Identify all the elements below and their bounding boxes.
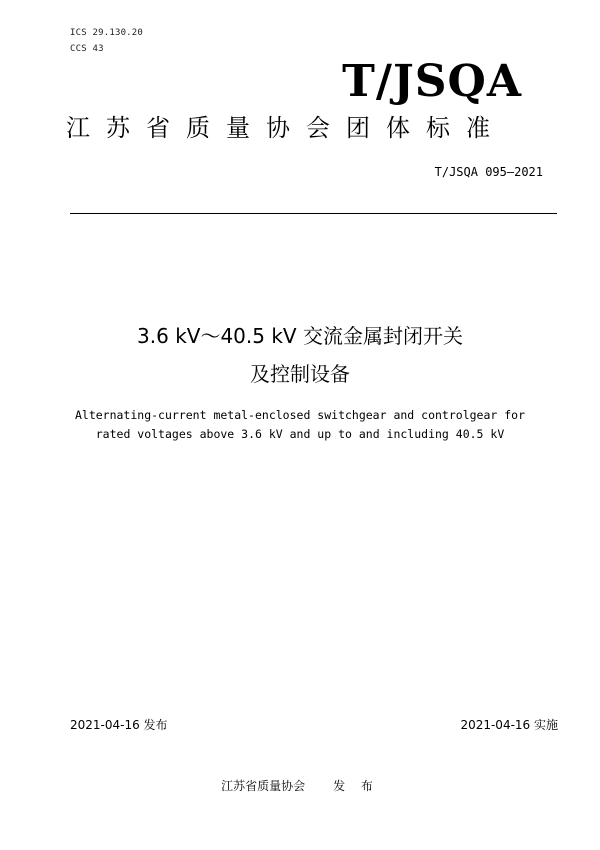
chinese-title-line-2: 及控制设备 <box>250 362 350 386</box>
publisher-action: 发 布 <box>333 779 379 793</box>
publish-date: 2021-04-16 发布 <box>70 718 168 732</box>
organization-title: 江苏省质量协会团体标准 <box>66 114 506 142</box>
standard-number: T/JSQA 095—2021 <box>434 165 543 179</box>
header-divider <box>70 213 557 214</box>
implementation-date: 2021-04-16 实施 <box>460 718 558 732</box>
english-title-line-1: Alternating-current metal-enclosed switchgear and controlgear for <box>74 408 526 422</box>
publisher-line <box>0 777 600 794</box>
standard-logo: T/JSQA <box>342 56 522 107</box>
chinese-title-line-1: 3.6 kV～40.5 kV 交流金属封闭开关 <box>137 324 463 348</box>
ccs-code: CCS 43 <box>70 44 104 54</box>
publisher-name: 江苏省质量协会 <box>221 779 306 793</box>
english-title-line-2: rated voltages above 3.6 kV and up to and including 40.5 kV <box>95 427 505 441</box>
ics-code: ICS 29.130.20 <box>70 28 144 38</box>
